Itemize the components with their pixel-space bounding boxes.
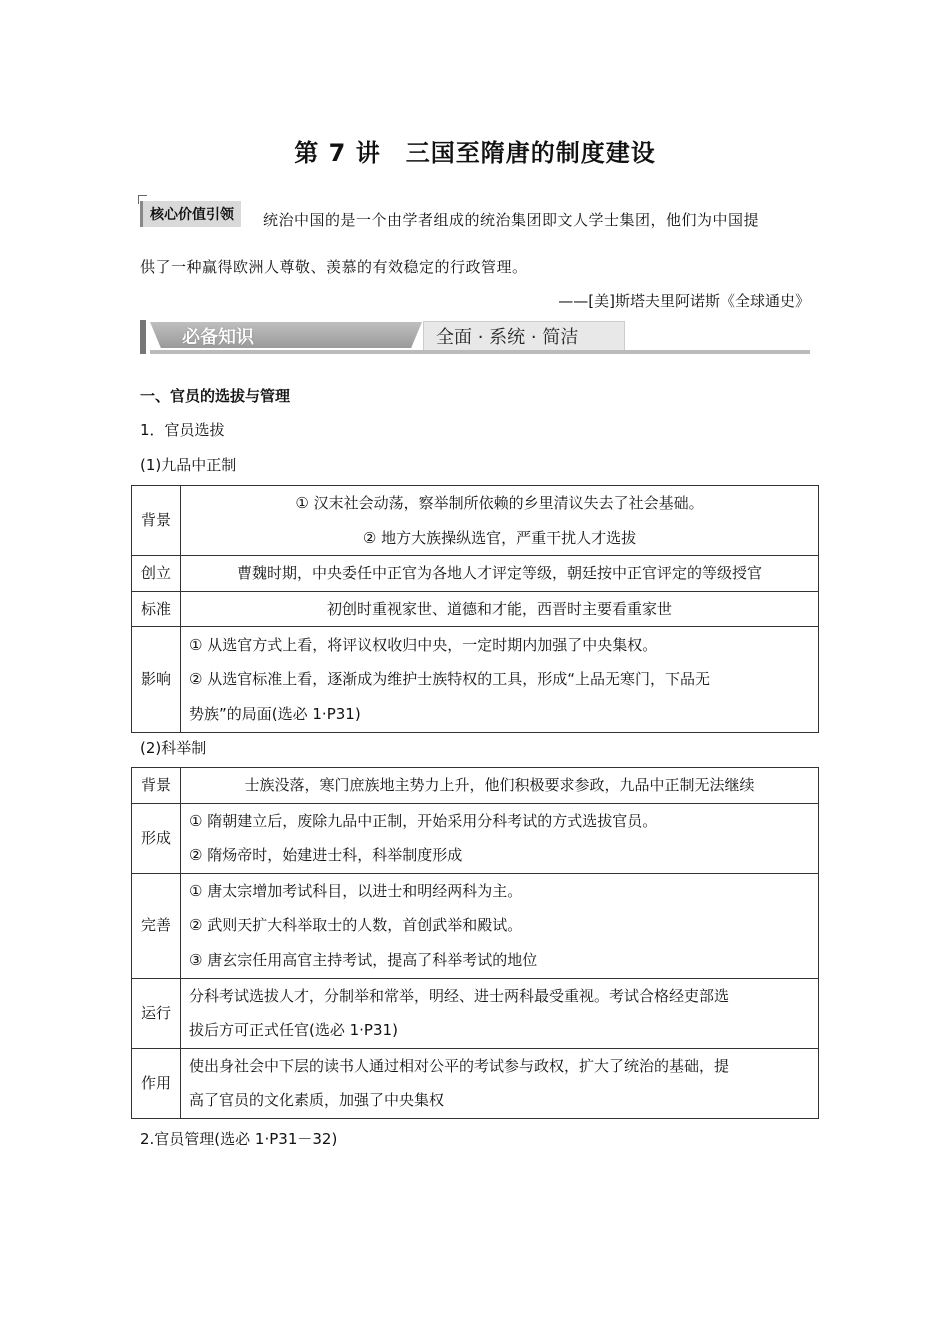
row-key: 完善: [132, 873, 181, 978]
content-line: ② 武则天扩大科举取士的人数，首创武举和殿试。: [189, 916, 523, 935]
content-line: ① 唐太宗增加考试科目，以进士和明经两科为主。: [189, 881, 523, 900]
row-content: [181, 873, 819, 978]
content-line: 曹魏时期，中央委任中正官为各地人才评定等级，朝廷按中正官评定的等级授官: [236, 564, 762, 582]
banner-right-label: 全面 · 系统 · 简洁: [436, 327, 579, 348]
quote-line-1: 统治中国的是一个由学者组成的统治集团即文人学士集团，他们为中国提: [263, 211, 760, 229]
content-line: 势族”的局面(选必 1·P31): [189, 704, 361, 723]
row-key: 影响: [132, 627, 181, 733]
table-row: [132, 556, 819, 592]
subsection-heading-2: 2.官员管理(选必 1·P31－32): [140, 1130, 338, 1148]
row-key: 背景: [132, 768, 181, 804]
part-heading-1: (1)九品中正制: [140, 456, 237, 474]
row-key: 作用: [132, 1048, 181, 1118]
banner-left-label: 必备知识: [182, 327, 254, 348]
content-line: 士族没落，寒门庶族地主势力上升，他们积极要求参政，九品中正制无法继续: [244, 776, 755, 794]
row-content: [181, 556, 819, 592]
section-heading: 一、官员的选拔与管理: [140, 387, 291, 405]
row-key: 背景: [132, 486, 181, 556]
content-line: ① 从选官方式上看，将评议权收归中央，一定时期内加强了中央集权。: [189, 635, 658, 654]
row-content: [181, 803, 819, 873]
content-line: 分科考试选拔人才，分制举和常举，明经、进士两科最受重视。考试合格经吏部选: [189, 986, 730, 1005]
core-value-label: 核心价值引领: [140, 201, 241, 227]
table-row: [132, 591, 819, 627]
row-content: [181, 768, 819, 804]
row-key: 形成: [132, 803, 181, 873]
table-row: [132, 486, 819, 556]
subsection-heading-1: 1．官员选拔: [140, 421, 225, 439]
jiupin-table: [131, 485, 819, 733]
keju-table: [131, 767, 819, 1119]
core-value-box: [140, 201, 241, 227]
row-content: [181, 978, 819, 1048]
content-line: ① 隋朝建立后，废除九品中正制，开始采用分科考试的方式选拔官员。: [189, 811, 658, 830]
content-line: ② 隋炀帝时，始建进士科，科举制度形成: [189, 846, 463, 864]
row-key: 运行: [132, 978, 181, 1048]
quote-line-2: 供了一种赢得欧洲人尊敬、羡慕的有效稳定的行政管理。: [140, 258, 528, 276]
row-content: [181, 591, 819, 627]
row-content: [181, 1048, 819, 1118]
content-line: 拔后方可正式任官(选必 1·P31): [189, 1021, 398, 1039]
table-row: [132, 768, 819, 804]
content-line: ② 从选官标准上看，逐渐成为维护士族特权的工具，形成“上品无寒门，下品无: [189, 670, 710, 689]
table-row: [132, 978, 819, 1048]
page-title: 第 7 讲 三国至隋唐的制度建设: [294, 139, 656, 167]
content-line: ② 地方大族操纵选官，严重干扰人才选拔: [362, 528, 637, 547]
content-line: 使出身社会中下层的读书人通过相对公平的考试参与政权，扩大了统治的基础，提: [189, 1056, 730, 1075]
content-line: ③ 唐玄宗任用高官主持考试，提高了科举考试的地位: [189, 950, 538, 969]
section-banner: [140, 320, 810, 354]
quote-source: ——[美]斯塔夫里阿诺斯《全球通史》: [558, 292, 810, 310]
content-line: 初创时重视家世、道德和才能，西晋时主要看重家世: [326, 599, 672, 618]
table-row: [132, 1048, 819, 1118]
banner-accent-bar: [140, 320, 146, 354]
row-key: 标准: [132, 591, 181, 627]
content-line: 高了官员的文化素质，加强了中央集权: [189, 1091, 445, 1109]
table-row: [132, 873, 819, 978]
banner-underline: [150, 350, 810, 354]
part-heading-2: (2)科举制: [140, 739, 207, 757]
content-line: ① 汉末社会动荡，察举制所依赖的乡里清议失去了社会基础。: [295, 494, 704, 512]
row-key: 创立: [132, 556, 181, 592]
corner-mark-icon: [138, 195, 147, 204]
row-content: [181, 627, 819, 733]
table-row: [132, 627, 819, 733]
table-row: [132, 803, 819, 873]
row-content: [181, 486, 819, 556]
